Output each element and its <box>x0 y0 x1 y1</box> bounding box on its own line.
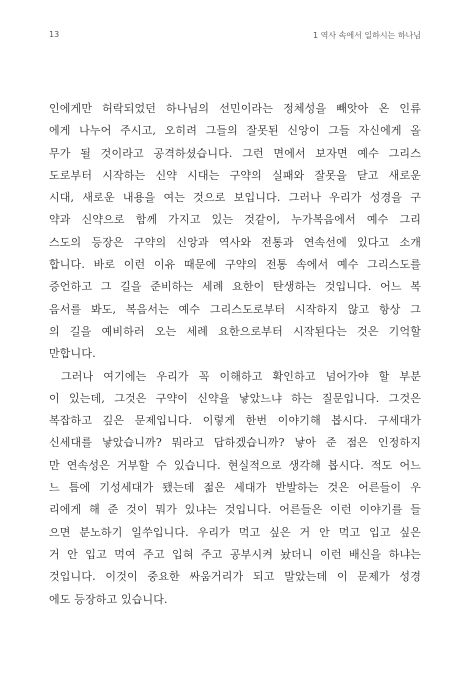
text-line: 이 있는데, 그것은 구약이 신약을 낳았느냐 하는 질문입니다. 그것은 <box>49 391 421 405</box>
text-line: 거 안 입고 먹여 주고 입혀 주고 공부시켜 놨더니 이런 배신을 하냐는 <box>49 547 421 561</box>
text-line: 으면 분노하기 일쑤입니다. 우리가 먹고 싶은 거 안 먹고 입고 싶은 <box>49 525 421 539</box>
text-line: 음서를 봐도, 복음서는 예수 그리스도로부터 시작하지 않고 항상 그 <box>49 302 421 316</box>
paragraph-1 <box>49 98 421 366</box>
text-line: 복잡하고 깊은 문제입니다. 이렇게 한번 이야기해 봅시다. 구세대가 <box>49 414 421 428</box>
text-line: 스도의 등장은 구약의 신앙과 역사와 전통과 연속선에 있다고 소개 <box>49 235 421 249</box>
text-line: 에도 등장하고 있습니다. <box>49 592 168 606</box>
text-line: 그러나 여기에는 우리가 꼭 이해하고 확인하고 넘어가야 할 부분 <box>61 369 421 383</box>
text-line: 만 연속성은 거부할 수 있습니다. 현실적으로 생각해 봅시다. 적도 어느 <box>49 458 421 472</box>
text-line: 것입니다. 이것이 중요한 싸움거리가 되고 말았는데 이 문제가 성경 <box>49 570 421 584</box>
text-line: 무가 될 것이라고 공격하셨습니다. 그런 면에서 보자면 예수 그리스 <box>49 146 421 160</box>
paragraph-2 <box>49 366 421 611</box>
text-line: 합니다. 바로 이런 이유 때문에 구약의 전통 속에서 예수 그리스도를 <box>49 258 421 272</box>
page-header <box>49 30 421 46</box>
text-line: 느 틈에 기성세대가 됐는데 젊은 세대가 반발하는 것은 어른들이 우 <box>49 481 421 495</box>
text-line: 도로부터 시작하는 신약 시대는 구약의 실패와 잘못을 닫고 새로운 <box>49 168 421 182</box>
text-line: 의 길을 예비하러 오는 세례 요한으로부터 시작된다는 것은 기억할 <box>49 324 421 338</box>
text-line: 에게 나누어 주시고, 오히려 그들의 잘못된 신앙이 그들 자신에게 올 <box>49 124 421 138</box>
text-line: 시대, 새로운 내용을 여는 것으로 보입니다. 그러나 우리가 성경을 구 <box>49 191 421 205</box>
text-line: 리에게 해 준 것이 뭐가 있냐는 것입니다. 어른들은 이런 이야기를 들 <box>49 503 421 517</box>
text-line: 인에게만 허락되었던 하나님의 선민이라는 정체성을 빼앗아 온 인류 <box>49 102 421 115</box>
text-line: 신세대를 낳았습니까? 뭐라고 답하겠습니까? 낳아 준 점은 인정하지 <box>49 436 421 450</box>
body-text <box>49 98 421 611</box>
text-line: 증언하고 그 길을 준비하는 세례 요한이 탄생하는 것입니다. 어느 복 <box>49 280 421 294</box>
page-number: 13 <box>49 30 60 39</box>
text-line: 약과 신약으로 함께 가지고 있는 것같이, 누가복음에서 예수 그리 <box>49 213 421 227</box>
running-head: 1 역사 속에서 일하시는 하나님 <box>313 31 421 40</box>
text-line: 만합니다. <box>49 347 96 361</box>
